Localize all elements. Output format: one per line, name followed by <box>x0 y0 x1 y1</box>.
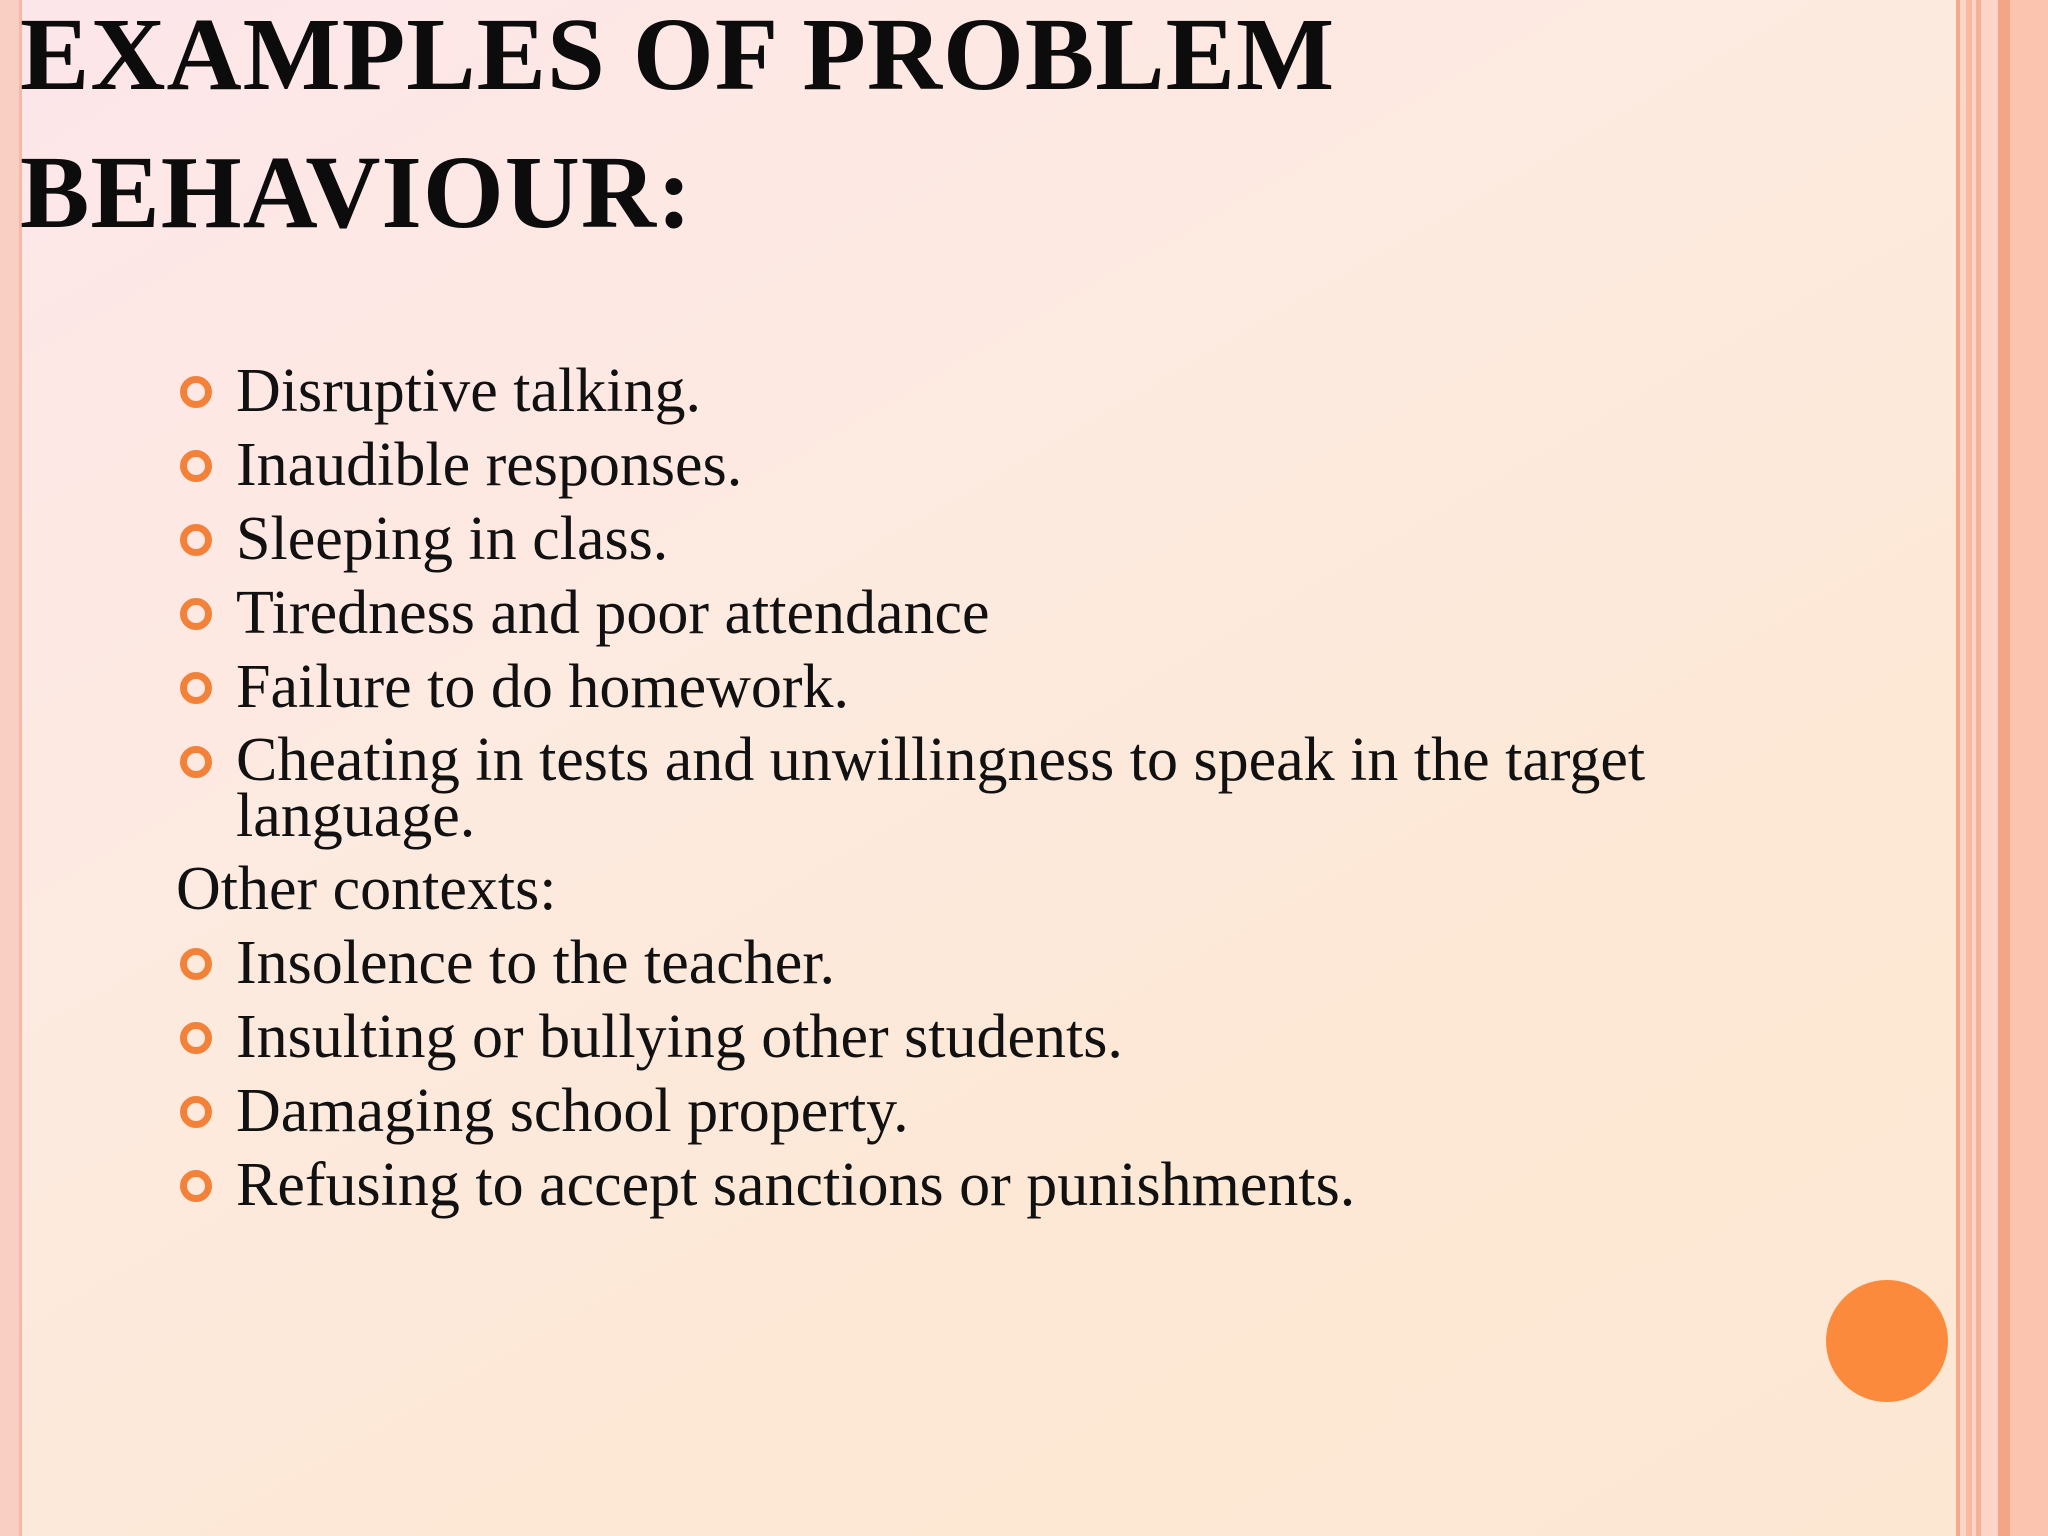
ring-bullet-icon <box>180 1096 212 1128</box>
ring-bullet-icon <box>180 524 212 556</box>
bullet-list <box>176 357 1776 1230</box>
ring-bullet-icon <box>180 948 212 980</box>
list-item-text: Failure to do homework. <box>236 653 850 721</box>
ring-bullet-icon <box>180 1170 212 1202</box>
other-contexts-heading: Other contexts: <box>176 855 557 923</box>
ring-bullet-icon <box>180 1022 212 1054</box>
list-item <box>176 431 1776 499</box>
list-item <box>176 1003 1776 1071</box>
right-border-line <box>1998 0 2010 1536</box>
list-item <box>176 1077 1776 1145</box>
list-item-text: Insulting or bullying other students. <box>236 1003 1123 1071</box>
ring-bullet-icon <box>180 746 212 778</box>
list-item <box>176 357 1776 425</box>
slide-title-line-1: EXAMPLES OF PROBLEM <box>20 0 1336 112</box>
list-item <box>176 1151 1776 1219</box>
ring-bullet-icon <box>180 376 212 408</box>
left-border-stripe <box>0 0 22 1536</box>
list-item-text: Refusing to accept sanctions or punishments. <box>236 1151 1356 1219</box>
list-item <box>176 579 1776 647</box>
right-border-line <box>1956 0 1960 1536</box>
list-item-text: Tiredness and poor attendance <box>236 579 990 647</box>
list-item-text: Disruptive talking. <box>236 357 701 425</box>
slide-title <box>20 0 1920 262</box>
list-item <box>176 929 1776 997</box>
list-item-text: Cheating in tests and unwillingness to speak in the target language. <box>236 726 1646 850</box>
list-item-text: Sleeping in class. <box>236 505 669 573</box>
list-item-text: Insolence to the teacher. <box>236 929 836 997</box>
list-item-text: Inaudible responses. <box>236 431 743 499</box>
right-border-line <box>1966 0 1972 1536</box>
right-border-line <box>2010 0 2048 1536</box>
ring-bullet-icon <box>180 672 212 704</box>
slide-title-line-2: BEHAVIOUR: <box>20 135 693 250</box>
ring-bullet-icon <box>180 598 212 630</box>
list-item <box>176 726 1776 850</box>
right-border-line <box>1976 0 1981 1536</box>
list-item <box>176 505 1776 573</box>
list-item-text: Damaging school property. <box>236 1077 909 1145</box>
orange-circle-icon <box>1826 1280 1948 1402</box>
ring-bullet-icon <box>180 450 212 482</box>
list-item <box>176 653 1776 721</box>
